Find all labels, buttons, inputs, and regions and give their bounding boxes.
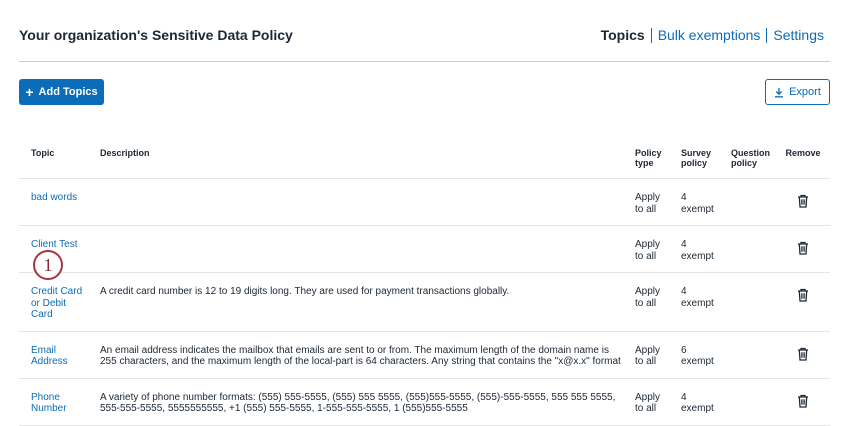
topic-link[interactable]: Client Test <box>19 226 88 273</box>
step-marker: 1 <box>33 250 63 280</box>
download-icon <box>774 87 784 98</box>
question-policy <box>719 273 776 332</box>
policy-type: Apply to all <box>623 331 669 378</box>
topic-link[interactable]: Credit Card or Debit Card <box>19 273 88 332</box>
column-header-survey-policy[interactable]: Survey policy <box>669 141 719 179</box>
tab-bulk-exemptions[interactable]: Bulk exemptions <box>657 27 761 43</box>
policy-type: Apply to all <box>623 226 669 273</box>
remove-cell <box>776 226 830 273</box>
column-header-question-policy[interactable]: Question policy <box>719 141 776 179</box>
topics-table <box>19 141 830 426</box>
tab-topics[interactable]: Topics <box>600 27 645 43</box>
table-row <box>19 179 830 226</box>
table-row <box>19 273 830 332</box>
survey-policy[interactable]: 4 exempt <box>669 226 719 273</box>
trash-icon[interactable] <box>797 241 809 259</box>
remove-cell <box>776 179 830 226</box>
add-topics-label: Add Topics <box>38 86 98 98</box>
column-header-topic[interactable]: Topic <box>19 141 88 179</box>
export-label: Export <box>789 86 821 98</box>
remove-cell <box>776 273 830 332</box>
trash-icon[interactable] <box>797 394 809 412</box>
table-row <box>19 378 830 425</box>
policy-type: Apply to all <box>623 378 669 425</box>
plus-icon: + <box>25 84 34 100</box>
remove-cell <box>776 331 830 378</box>
tab-settings[interactable]: Settings <box>773 27 824 43</box>
remove-cell <box>776 378 830 425</box>
topic-description <box>88 179 623 226</box>
column-header-policy-type[interactable]: Policy type <box>623 141 669 179</box>
policy-type: Apply to all <box>623 273 669 332</box>
topic-description: A variety of phone number formats: (555) 555-5555, (555) 555 5555, (555)555-5555, (555)-555-5555, 555 555 5555, 555-555-5555, 5555555555, +1 (555) 555-5555, 1-555-555-5555, 1 (555)555-5555 <box>88 378 623 425</box>
column-header-description: Description <box>88 141 623 179</box>
add-topics-button[interactable] <box>19 79 104 105</box>
topic-description <box>88 226 623 273</box>
header-nav <box>601 27 824 43</box>
policy-type: Apply to all <box>623 179 669 226</box>
question-policy <box>719 331 776 378</box>
question-policy <box>719 179 776 226</box>
topic-link[interactable]: Phone Number <box>19 378 88 425</box>
question-policy <box>719 378 776 425</box>
survey-policy[interactable]: 4 exempt <box>669 378 719 425</box>
trash-icon[interactable] <box>797 347 809 365</box>
question-policy <box>719 226 776 273</box>
topic-description: An email address indicates the mailbox that emails are sent to or from. The maximum length of the domain name is 255 characters, and the maximum length of the local-part is 64 characters. Any string that contains the "x@x.x" format <box>88 331 623 378</box>
trash-icon[interactable] <box>797 194 809 212</box>
survey-policy[interactable]: 4 exempt <box>669 179 719 226</box>
table-header-row <box>19 141 830 179</box>
table-row <box>19 226 830 273</box>
tab-divider <box>766 28 767 43</box>
table-row <box>19 331 830 378</box>
topic-description: A credit card number is 12 to 19 digits long. They are used for payment transactions globally. <box>88 273 623 332</box>
survey-policy[interactable]: 4 exempt <box>669 273 719 332</box>
topic-link[interactable]: Email Address <box>19 331 88 378</box>
column-header-remove: Remove <box>776 141 830 179</box>
topic-link[interactable]: bad words <box>19 179 88 226</box>
survey-policy[interactable]: 6 exempt <box>669 331 719 378</box>
trash-icon[interactable] <box>797 288 809 306</box>
page-title: Your organization's Sensitive Data Policy <box>19 27 293 43</box>
tab-divider <box>651 28 652 43</box>
export-button[interactable] <box>765 79 830 105</box>
page-header <box>19 0 830 62</box>
